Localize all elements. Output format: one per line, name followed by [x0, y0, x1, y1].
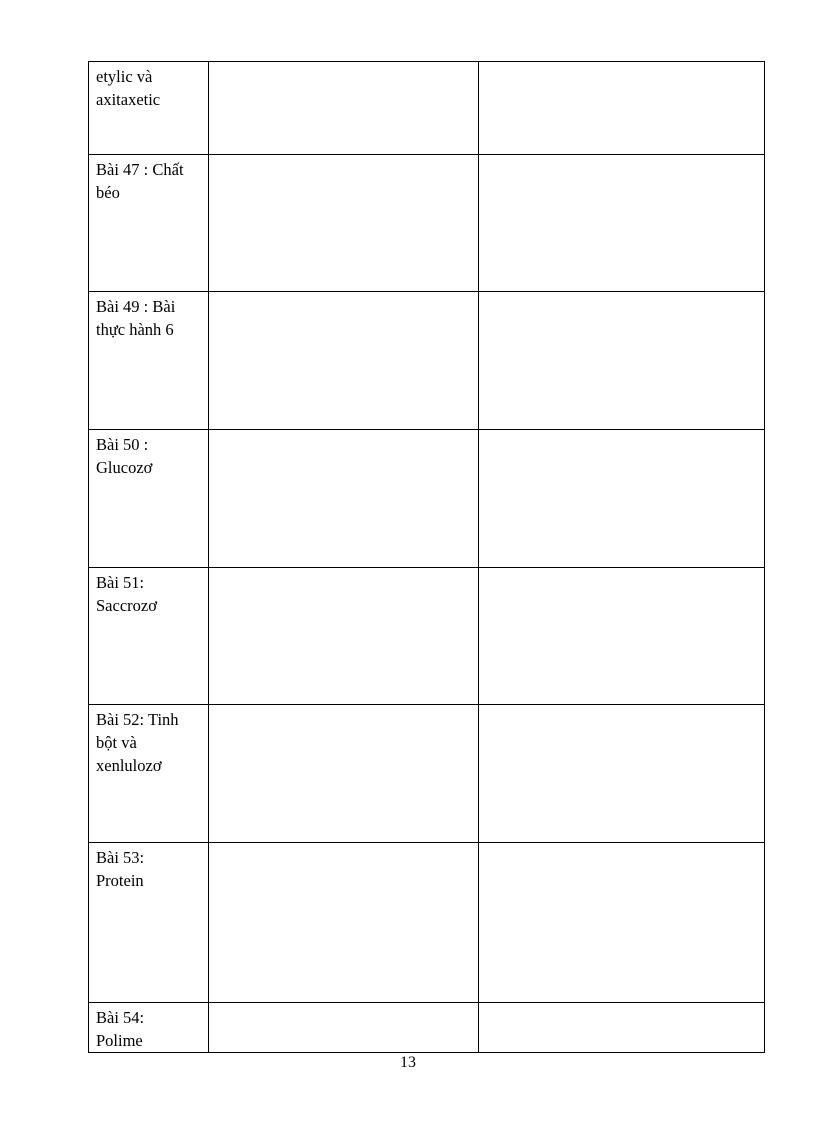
table-row	[89, 292, 765, 430]
table-row	[89, 1003, 765, 1053]
lesson-title: Bài 53: Protein	[96, 848, 145, 890]
lesson-cell	[89, 62, 209, 155]
lesson-title: Bài 49 : Bài thực hành 6	[96, 297, 176, 339]
notes-cell	[479, 705, 765, 843]
notes-cell	[479, 155, 765, 292]
table-row	[89, 843, 765, 1003]
lesson-title: Bài 47 : Chất béo	[96, 160, 184, 202]
lesson-title: Bài 52: Tinh bột và xenlulozơ	[96, 710, 179, 775]
notes-cell	[479, 62, 765, 155]
content-cell	[209, 568, 479, 705]
lesson-cell	[89, 292, 209, 430]
table-row	[89, 568, 765, 705]
content-cell	[209, 155, 479, 292]
lesson-title: Bài 50 : Glucozơ	[96, 435, 153, 477]
content-cell	[209, 430, 479, 568]
table-row	[89, 155, 765, 292]
table-row	[89, 430, 765, 568]
content-cell	[209, 292, 479, 430]
page-number: 13	[400, 1054, 416, 1071]
lesson-cell	[89, 155, 209, 292]
content-cell	[209, 62, 479, 155]
lesson-cell	[89, 568, 209, 705]
lesson-title: etylic và axitaxetic	[96, 67, 161, 109]
content-cell	[209, 1003, 479, 1053]
lesson-title: Bài 51: Saccrozơ	[96, 573, 157, 615]
lesson-table	[88, 61, 765, 1053]
lesson-cell	[89, 705, 209, 843]
notes-cell	[479, 1003, 765, 1053]
table-row	[89, 62, 765, 155]
notes-cell	[479, 843, 765, 1003]
content-cell	[209, 705, 479, 843]
lesson-cell	[89, 843, 209, 1003]
notes-cell	[479, 292, 765, 430]
lesson-title: Bài 54: Polime	[96, 1008, 145, 1050]
table-row	[89, 705, 765, 843]
lesson-cell	[89, 1003, 209, 1053]
notes-cell	[479, 430, 765, 568]
lesson-cell	[89, 430, 209, 568]
content-cell	[209, 843, 479, 1003]
notes-cell	[479, 568, 765, 705]
